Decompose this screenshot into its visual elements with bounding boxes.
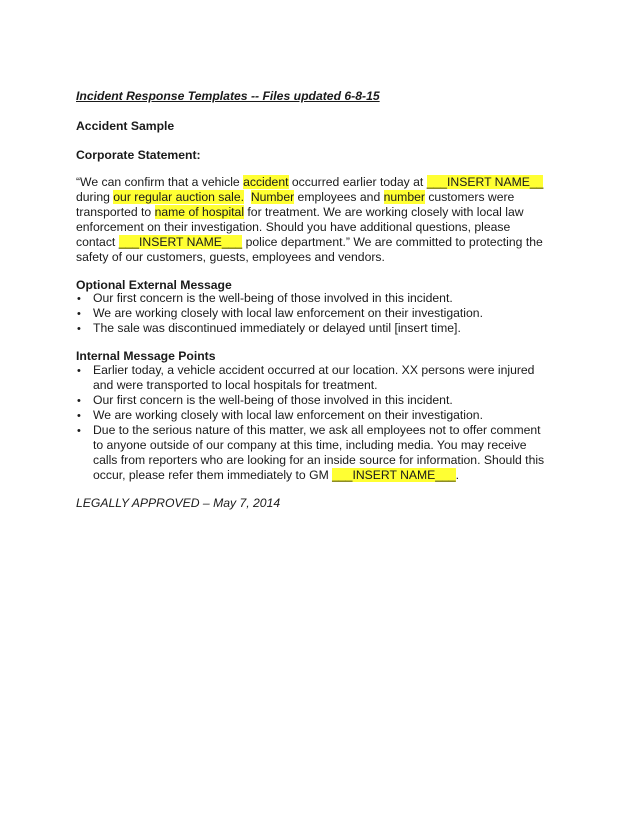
bullet-icon: •: [77, 293, 81, 305]
internal-bullet-3: We are working closely with local law enforcement on their investigation.: [93, 408, 483, 422]
corporate-line-3: [76, 205, 524, 220]
placeholder-auction-sale: our regular auction sale.: [113, 190, 245, 204]
text-run: police department.” We are committed to protecting the: [242, 235, 543, 249]
corporate-line-1: [76, 175, 543, 190]
optional-bullet-3: The sale was discontinued immediately or delayed until [insert time].: [93, 321, 461, 335]
placeholder-hospital: name of hospital: [154, 205, 245, 219]
text-run: contact: [76, 235, 119, 249]
bullet-icon: •: [77, 410, 81, 422]
bullet-icon: •: [77, 395, 81, 407]
corporate-line-5: [76, 235, 543, 250]
optional-bullet-2: We are working closely with local law enforcement on their investigation.: [93, 306, 483, 320]
corporate-statement-heading: Corporate Statement:: [76, 148, 201, 162]
text-run: for treatment. We are working closely with local law: [244, 205, 524, 219]
bullet-icon: •: [77, 308, 81, 320]
text-run: transported to: [76, 205, 155, 219]
text-run: [244, 190, 251, 204]
text-run: occurred earlier today at: [288, 175, 427, 189]
internal-bullet-2: Our first concern is the well-being of those involved in this incident.: [93, 393, 453, 407]
corporate-line-2: [76, 190, 514, 205]
optional-bullet-1: Our first concern is the well-being of those involved in this incident.: [93, 291, 453, 305]
text-run: “We can confirm that a vehicle: [76, 175, 244, 189]
internal-bullet-1-line-1: Earlier today, a vehicle accident occurred at our location. XX persons were injured: [93, 363, 535, 377]
placeholder-accident: accident: [243, 175, 289, 189]
text-run: occur, please refer them immediately to GM: [93, 468, 333, 482]
internal-bullet-4-line-4: [93, 468, 459, 483]
text-run: during: [76, 190, 114, 204]
corporate-line-6: safety of our customers, guests, employees and vendors.: [76, 250, 385, 264]
placeholder-number-customers: number: [383, 190, 425, 204]
bullet-icon: •: [77, 365, 81, 377]
internal-points-heading: Internal Message Points: [76, 349, 216, 363]
corporate-line-4: enforcement on their investigation. Should you have additional questions, please: [76, 220, 511, 234]
placeholder-insert-name: ___INSERT NAME___: [118, 235, 243, 249]
placeholder-insert-name: ___INSERT NAME__: [426, 175, 544, 189]
internal-bullet-4-line-2: to anyone outside of our company at this time, including media. You may receive: [93, 438, 527, 452]
document-header-title: Incident Response Templates -- Files updated 6-8-15: [76, 89, 380, 103]
internal-bullet-4-line-3: calls from reporters who are looking for an inside source for information. Should this: [93, 453, 545, 467]
bullet-icon: •: [77, 425, 81, 437]
text-run: employees and: [294, 190, 384, 204]
sample-title: Accident Sample: [76, 119, 175, 133]
text-run: customers were: [424, 190, 515, 204]
internal-bullet-1-line-2: and were transported to local hospitals for treatment.: [93, 378, 378, 392]
optional-external-heading: Optional External Message: [76, 278, 232, 292]
internal-bullet-4-line-1: Due to the serious nature of this matter, we ask all employees not to offer comment: [93, 423, 541, 437]
text-run: .: [455, 468, 460, 482]
legal-approval-line: LEGALLY APPROVED – May 7, 2014: [76, 496, 281, 510]
placeholder-insert-name: ___INSERT NAME___: [332, 468, 456, 482]
placeholder-number-employees: Number: [250, 190, 295, 204]
bullet-icon: •: [77, 323, 81, 335]
